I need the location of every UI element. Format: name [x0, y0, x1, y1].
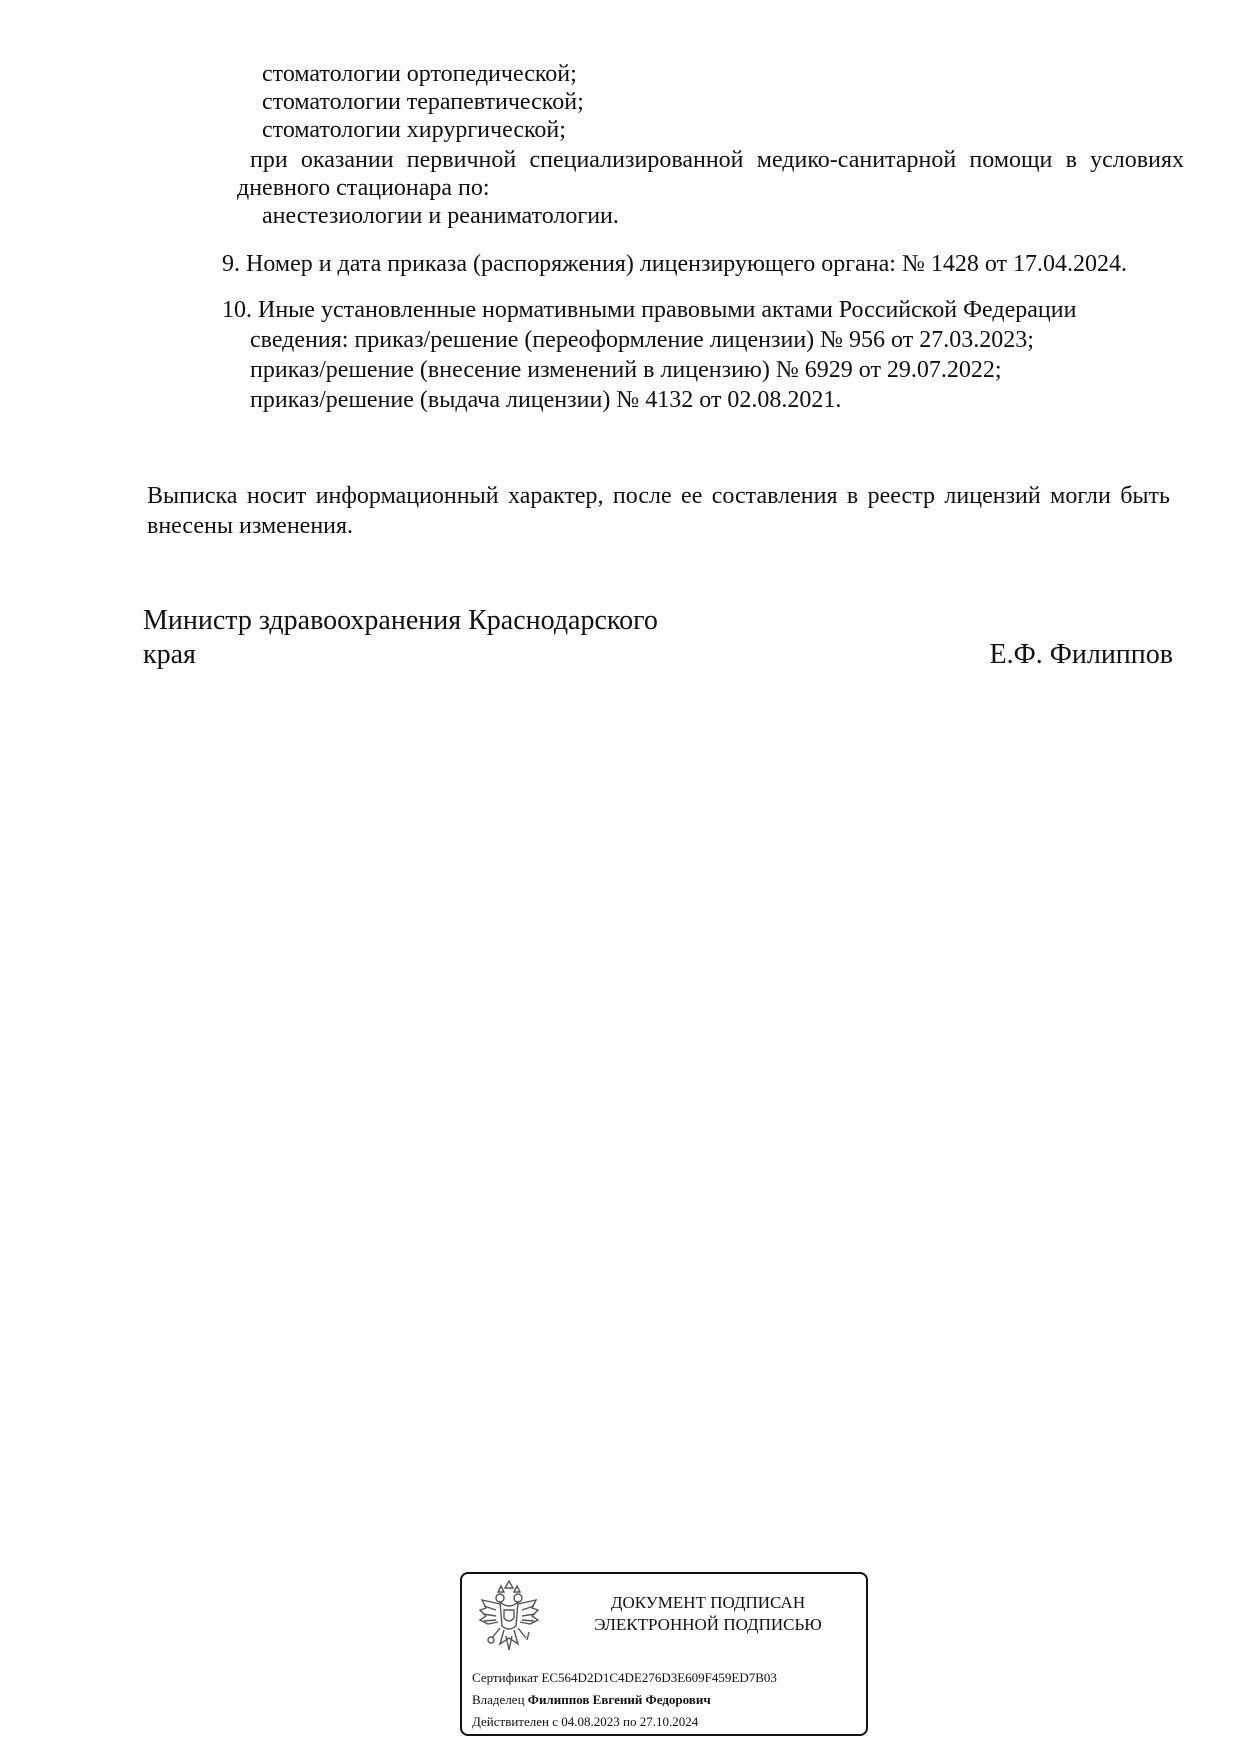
- item-10-line: сведения: приказ/решение (переоформление лицензии) № 956 от 27.03.2023;: [250, 327, 1034, 353]
- day-hospital-line: дневного стационара по:: [237, 175, 490, 201]
- item-9: 9. Номер и дата приказа (распоряжения) лицензирующего органа: № 1428 от 17.04.2024.: [222, 251, 1128, 277]
- list-item: анестезиологии и реаниматологии.: [262, 203, 619, 229]
- stamp-valid-label: Действителен: [472, 1714, 549, 1729]
- stamp-validity: [472, 1714, 698, 1730]
- item-10-line: 10. Иные установленные нормативными правовыми актами Российской Федерации: [222, 297, 1077, 323]
- stamp-certificate: [472, 1670, 777, 1686]
- notice-line: Выписка носит информационный характер, после ее составления в реестр лицензий могли быть: [147, 483, 1170, 509]
- stamp-title: ЭЛЕКТРОННОЙ ПОДПИСЬЮ: [594, 1615, 822, 1634]
- stamp-owner-label: Владелец: [472, 1692, 525, 1707]
- stamp-title: ДОКУМЕНТ ПОДПИСАН: [610, 1593, 806, 1612]
- signer-position: края: [143, 639, 196, 670]
- stamp-valid-value: с 04.08.2023 по 27.10.2024: [552, 1714, 699, 1729]
- item-10-line: приказ/решение (внесение изменений в лицензию) № 6929 от 29.07.2022;: [250, 357, 1002, 383]
- list-item: стоматологии хирургической;: [262, 117, 566, 143]
- stamp-certificate-value: EC564D2D1C4DE276D3E609F459ED7B03: [541, 1670, 777, 1685]
- stamp-owner: [472, 1692, 711, 1708]
- double-headed-eagle-icon: [476, 1580, 542, 1660]
- signer-name: Е.Ф. Филиппов: [989, 639, 1173, 670]
- day-hospital-line: при оказании первичной специализированной медико-санитарной помощи в условиях: [250, 147, 1184, 173]
- item-10-line: приказ/решение (выдача лицензии) № 4132 от 02.08.2021.: [250, 387, 842, 413]
- list-item: стоматологии терапевтической;: [262, 89, 584, 115]
- stamp-owner-value: Филиппов Евгений Федорович: [527, 1692, 711, 1707]
- notice-line: внесены изменения.: [147, 513, 354, 539]
- signer-position: Министр здравоохранения Краснодарского: [143, 605, 658, 636]
- electronic-signature-stamp: [460, 1572, 868, 1736]
- stamp-certificate-label: Сертификат: [472, 1670, 539, 1685]
- list-item: стоматологии ортопедической;: [262, 61, 577, 87]
